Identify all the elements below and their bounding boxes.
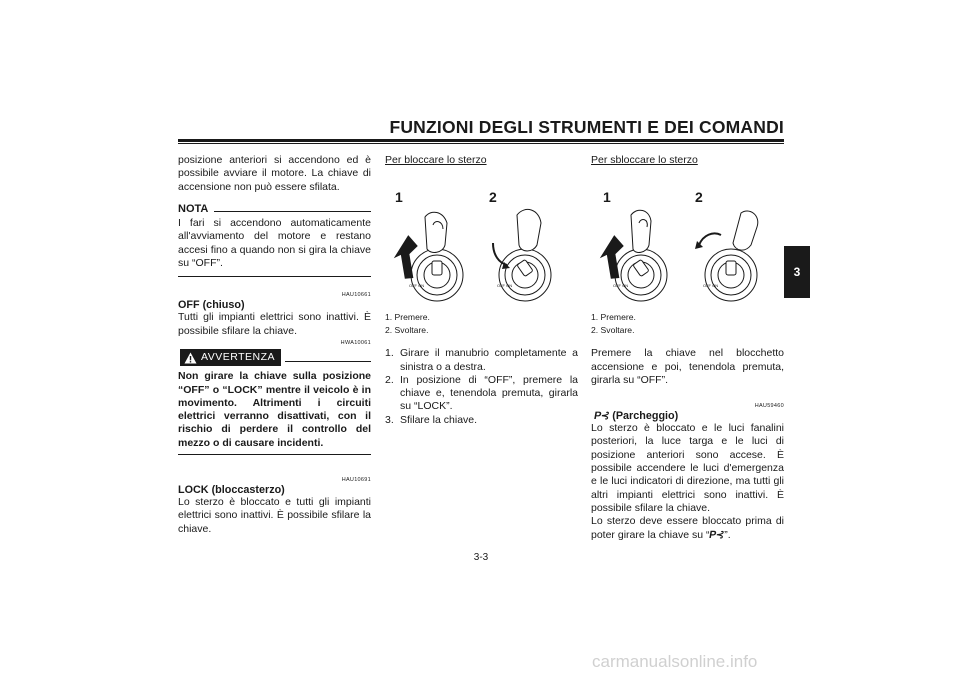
- column-2: [385, 154, 578, 427]
- svg-text:OFF ON: OFF ON: [703, 283, 719, 289]
- caption-1: 1. Premere.: [591, 312, 636, 323]
- warning-badge: [180, 349, 281, 366]
- caption-1: 1. Premere.: [385, 312, 430, 323]
- warning-header: [178, 349, 371, 366]
- park-text-2: Lo sterzo deve essere bloccato prima di poter girare la chiave su “P⊰”.: [591, 515, 784, 541]
- lock-heading: LOCK (bloccasterzo): [178, 484, 285, 497]
- column-3: [591, 154, 784, 542]
- intro-text: posizione anteriori si accendono ed è possibile avviare il motore. La chiave di accensione non può essere sfilata.: [178, 154, 371, 193]
- key-unlock-drawing: [591, 205, 784, 303]
- list-item: 3. Sfilare la chiave.: [385, 413, 478, 426]
- code-hau10691: HAU10691: [341, 477, 371, 484]
- caption-2: 2. Svoltare.: [591, 325, 635, 336]
- nota-header: [178, 203, 371, 216]
- warning-triangle-icon: [184, 352, 197, 364]
- nota-label: NOTA: [178, 202, 209, 215]
- park-symbol-icon: P⊰: [592, 410, 611, 423]
- nota-end-rule: [178, 276, 371, 277]
- key-lock-drawing: [385, 205, 578, 303]
- page-number: 3-3: [473, 552, 489, 563]
- fig-label-1: 1: [603, 189, 611, 206]
- lock-steering-heading: Per bloccare lo sterzo: [385, 154, 487, 166]
- unlock-text: Premere la chiave nel blocchetto accensione e poi, tenendola premuta, girarla su “OFF”.: [591, 347, 784, 386]
- title-rule: [178, 139, 784, 142]
- svg-text:OFF ON: OFF ON: [409, 283, 425, 289]
- title-rule-thin: [178, 143, 784, 144]
- fig-label-2: 2: [695, 189, 703, 206]
- park-text: Lo sterzo è bloccato e le luci fanalini posteriori, la luce targa e le luci di posizione anteriori sono accese. È possibile accendere le luci d'emergenza e le luci indicatori di direzione, ma tutti gli altri impianti elettrici sono inattivi. È possibile sfilare la chiave.: [591, 422, 784, 514]
- nota-text: I fari si accendono automaticamente all'avviamento del motore e restano accesi fino a quando non si gira la chiave su “OFF”.: [178, 217, 371, 270]
- column-1: [178, 154, 371, 536]
- svg-text:OFF ON: OFF ON: [613, 283, 629, 289]
- warning-rule: [285, 361, 371, 362]
- fig-label-1: 1: [395, 189, 403, 206]
- fig-label-2: 2: [489, 189, 497, 206]
- park-symbol-icon: P⊰: [708, 528, 726, 541]
- warning-label: AVVERTENZA: [201, 350, 276, 363]
- code-hau59460: HAU59460: [754, 403, 784, 410]
- park-heading-label: (Parcheggio): [612, 410, 679, 423]
- warning-end-rule: [178, 454, 371, 455]
- off-heading: OFF (chiuso): [178, 299, 245, 312]
- page-title: FUNZIONI DEGLI STRUMENTI E DEI COMANDI: [389, 117, 784, 137]
- list-item: 1. Girare il manubrio completamente a sinistra o a destra.: [385, 347, 578, 373]
- code-hwa10061: HWA10061: [340, 339, 371, 346]
- list-item: 2. In posizione di “OFF”, premere la chiave e, tenendola premuta, girarla su “LOCK”.: [385, 373, 578, 413]
- off-text: Tutti gli impianti elettrici sono inattivi. È possibile sfilare la chiave.: [178, 311, 371, 337]
- lock-steps: [385, 347, 578, 427]
- park-heading: [591, 410, 784, 422]
- lock-illustration: [385, 175, 578, 303]
- unlock-steering-heading: Per sbloccare lo sterzo: [591, 154, 698, 166]
- watermark: carmanualsonline.info: [592, 652, 758, 671]
- code-hau10661: HAU10661: [341, 292, 371, 299]
- caption-2: 2. Svoltare.: [385, 325, 429, 336]
- lock-text: Lo sterzo è bloccato e tutti gli impianti elettrici sono inattivi. È possibile sfilare la chiave.: [178, 496, 371, 535]
- warning-text: Non girare la chiave sulla posizione “OFF” o “LOCK” mentre il veicolo è in movimento. Altrimenti i circuiti elettrici verranno disattivati, con il rischio di perdere il controllo del mezzo o di causare incidenti.: [178, 370, 371, 449]
- nota-rule: [214, 211, 371, 212]
- svg-text:OFF ON: OFF ON: [497, 283, 513, 289]
- unlock-illustration: [591, 175, 784, 303]
- chapter-tab: 3: [784, 246, 810, 298]
